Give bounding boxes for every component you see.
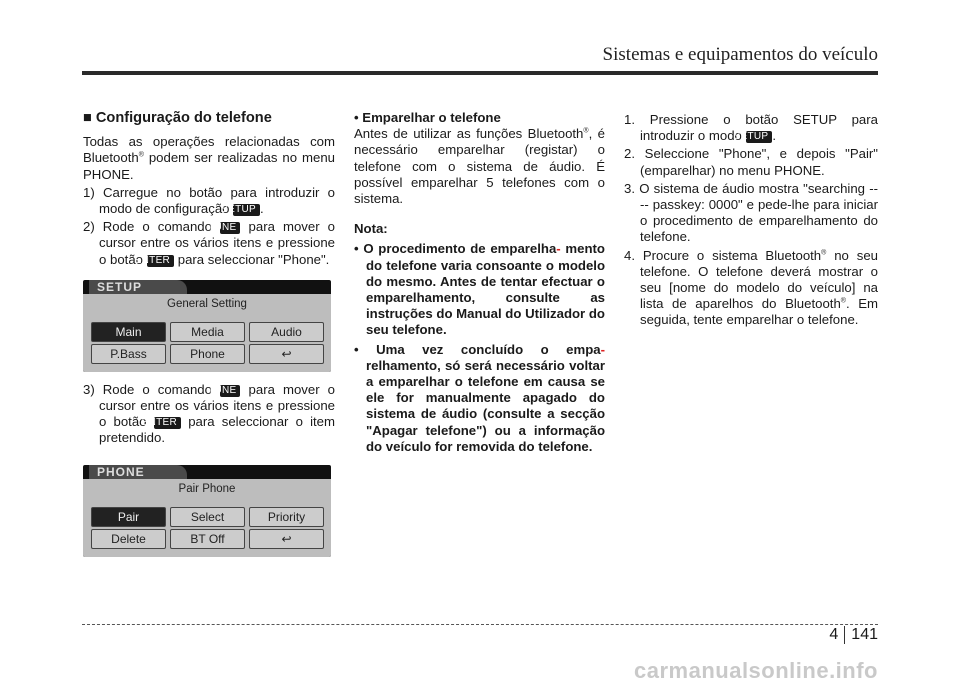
tune-button-glyph: TUNE [220, 222, 240, 234]
enter-button-glyph: ENTER [154, 417, 181, 429]
note-item-2: • Uma vez concluído o empa- relhamento, só será necessário voltar a emparelhar o telefone em causa se ele for manualmente apagado do sistema de áudio (consulte a secção "Apagar telefone") ou a informação do veículo for removida do telefone. [354, 341, 605, 454]
section-heading: ■ Configuração do telefone [83, 110, 272, 126]
column-2 [354, 110, 605, 458]
screen-button-pbass: P.Bass [91, 344, 166, 364]
screen-subtitle: General Setting [167, 297, 247, 310]
back-arrow-icon: ↩ [249, 344, 324, 364]
watermark: carmanualsonline.info [634, 658, 878, 683]
screen-title: PHONE [89, 465, 187, 479]
screen-button-bt-off: BT Off [170, 529, 245, 549]
header-rule [82, 71, 878, 75]
enter-button-glyph: ENTER [147, 255, 174, 267]
setup-screen [83, 280, 331, 372]
screen-button-delete: Delete [91, 529, 166, 549]
phone-screen [83, 465, 331, 557]
pair-step-4: 4. Procure o sistema Bluetooth® no seu telefone. O telefone deverá mostrar o seu [nome do modelo do veículo] na lista de aparelhos do Bluetooth®. Em seguida, tente emparelhar o telefone. [624, 247, 879, 328]
step-3: 3) Rode o comando TUNE para mover o cursor entre os vários itens e pressione o botão ENTER para seleccionar o item pretendido. [83, 381, 335, 446]
screen-button-main: Main [91, 322, 166, 342]
note-item-1: • O procedimento de emparelha- mento do telefone varia consoante o modelo do mesmo. Antes de tentar efectuar o emparelhamento, consulte as instruções do Manual do Utilizador do seu telefone. [354, 241, 605, 338]
pair-step-1: 1. Pressione o botão SETUP para introduzir o modo SETUP . [624, 112, 878, 144]
footer-rule [82, 624, 878, 625]
intro-paragraph: Todas as operações relacionadas com Bluetooth® podem ser realizadas no menu PHONE. [83, 134, 335, 182]
screen-button-phone: Phone [170, 344, 245, 364]
subsection-heading: • Emparelhar o telefone [354, 110, 501, 125]
pair-step-3: 3. O sistema de áudio mostra "searching ---- passkey: 0000" e pede-lhe para iniciar o procedimento de emparelhamento do telefone. [624, 180, 878, 245]
pair-step-2: 2. Seleccione "Phone", e depois "Pair" (emparelhar) no menu PHONE. [624, 146, 878, 178]
screen-button-priority: Priority [249, 507, 324, 527]
pairing-intro: Antes de utilizar as funções Bluetooth®, é necessário emparelhar (registar) o telefone com o sistema de áudio. É possível emparelhar 5 telefones com o sistema. [354, 126, 605, 207]
note-label: Nota: [354, 221, 388, 237]
step-2: 2) Rode o comando TUNE para mover o cursor entre os vários itens e pressione o botão ENTER para seleccionar "Phone". [83, 219, 335, 267]
step-1: 1) Carregue no botão para introduzir o modo de configuração SETUP . [83, 184, 335, 217]
screen-button-media: Media [170, 322, 245, 342]
screen-title: SETUP [89, 280, 187, 294]
screen-button-pair: Pair [91, 507, 166, 527]
page-header-title: Sistemas e equipamentos do veículo [602, 44, 878, 65]
setup-button-glyph: SETUP [233, 204, 260, 216]
screen-button-select: Select [170, 507, 245, 527]
column-1 [83, 110, 335, 567]
screen-subtitle: Pair Phone [178, 482, 236, 495]
page-number: 4 141 [829, 626, 878, 643]
column-3 [624, 110, 878, 331]
back-arrow-icon: ↩ [249, 529, 324, 549]
screen-button-audio: Audio [249, 322, 324, 342]
setup-button-glyph: SETUP [746, 131, 773, 143]
tune-button-glyph: TUNE [220, 385, 240, 397]
